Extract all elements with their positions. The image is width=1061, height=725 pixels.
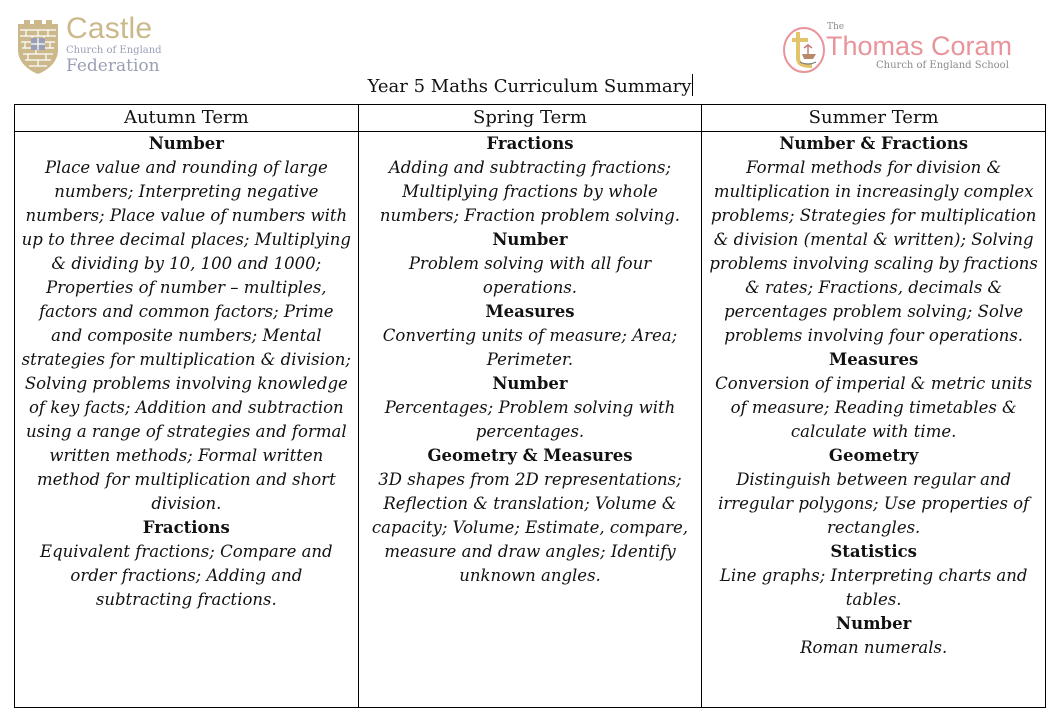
castle-shield-icon xyxy=(16,18,60,74)
topic-body: Equivalent fractions; Compare and order fractions; Adding and subtracting fractions. xyxy=(40,542,333,609)
coram-emblem-icon xyxy=(782,24,828,74)
topic-body: Percentages; Problem solving with percentages. xyxy=(384,398,676,441)
topic-heading: Geometry & Measures xyxy=(427,446,633,465)
castle-logo-name: Castle xyxy=(66,12,153,45)
topic-body: Formal methods for division & multiplication in increasingly complex problems; Strategies for multiplication & division (mental & written); Solving problems involving scaling by fractions & rates; Fractions, decimals & percentages problem solving; Solve problems involving four operations. xyxy=(709,158,1038,345)
table-body-row xyxy=(15,132,1046,708)
topic-body: 3D shapes from 2D representations; Reflection & translation; Volume & capacity; Volume; Estimate, compare, measure and draw angles; Identify unknown angles. xyxy=(371,470,689,585)
thomas-coram-logo xyxy=(782,22,1042,78)
summer-term-cell xyxy=(702,132,1046,708)
curriculum-table xyxy=(14,104,1046,708)
topic-heading: Measures xyxy=(485,302,575,321)
topic-heading: Geometry xyxy=(828,446,919,465)
coram-logo-name: Thomas Coram xyxy=(826,31,1013,61)
text-cursor xyxy=(692,74,693,96)
topic-heading: Number xyxy=(148,134,224,153)
castle-logo-tagline: Federation xyxy=(66,56,160,76)
coram-logo-subtitle: Church of England School xyxy=(876,60,1009,71)
topic-heading: Statistics xyxy=(830,542,917,561)
topic-body: Line graphs; Interpreting charts and tables. xyxy=(719,566,1028,609)
castle-federation-logo xyxy=(14,14,174,76)
topic-heading: Number xyxy=(492,230,568,249)
topic-body: Conversion of imperial & metric units of measure; Reading timetables & calculate with time. xyxy=(715,374,1033,441)
topic-heading: Measures xyxy=(829,350,919,369)
column-header-autumn: Autumn Term xyxy=(15,105,359,132)
table-header-row xyxy=(15,105,1046,132)
topic-heading: Fractions xyxy=(142,518,230,537)
column-header-summer: Summer Term xyxy=(702,105,1046,132)
autumn-term-cell xyxy=(15,132,359,708)
topic-heading: Number xyxy=(836,614,912,633)
topic-body: Roman numerals. xyxy=(800,638,948,657)
topic-body: Adding and subtracting fractions; Multiplying fractions by whole numbers; Fraction problem solving. xyxy=(379,158,681,225)
column-header-spring: Spring Term xyxy=(358,105,702,132)
document-title[interactable]: Year 5 Maths Curriculum Summary xyxy=(367,76,692,97)
coram-logo-prefix: The xyxy=(827,22,845,32)
topic-body: Converting units of measure; Area; Perimeter. xyxy=(382,326,678,369)
castle-logo-subtitle: Church of England xyxy=(66,45,162,56)
spring-term-cell xyxy=(358,132,702,708)
topic-body: Problem solving with all four operations. xyxy=(408,254,652,297)
topic-body: Distinguish between regular and irregular polygons; Use properties of rectangles. xyxy=(718,470,1030,537)
topic-heading: Number & Fractions xyxy=(779,134,968,153)
topic-body: Place value and rounding of large numbers; Interpreting negative numbers; Place value of numbers with up to three decimal places; Multiplying & dividing by 10, 100 and 1000; Properties of number – multiples, factors and common factors; Prime and composite numbers; Mental strategies for multiplication & division; Solving problems involving knowledge of key facts; Addition and subtraction using a range of strategies and formal written methods; Formal written method for multiplication and short division. xyxy=(21,158,351,513)
topic-heading: Fractions xyxy=(486,134,574,153)
topic-heading: Number xyxy=(492,374,568,393)
document-title-line xyxy=(0,74,1061,99)
